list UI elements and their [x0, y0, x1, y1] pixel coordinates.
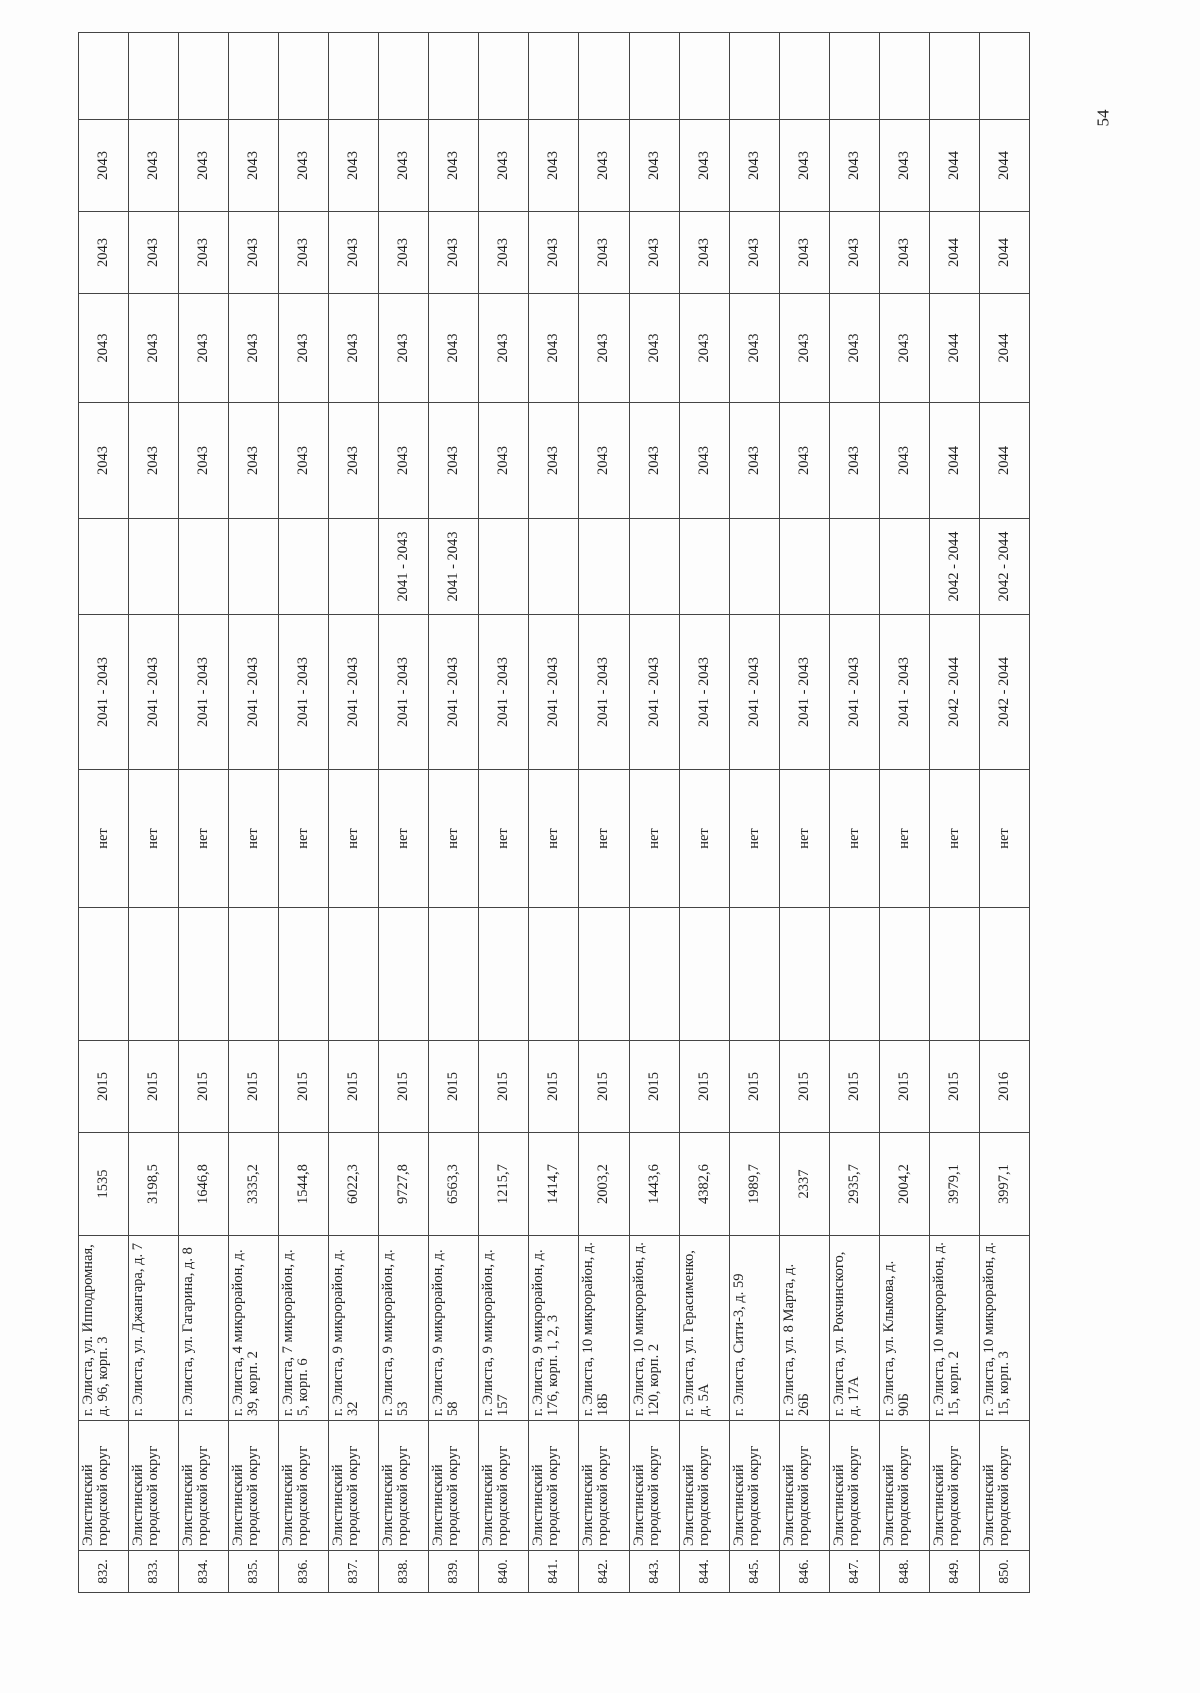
year-cell: 2043 [179, 212, 229, 294]
empty-cell [229, 908, 279, 1041]
year-cell: 2043 [129, 212, 179, 294]
table-row [329, 33, 379, 1593]
status-cell: нет [979, 770, 1029, 908]
area-cell: 1544,8 [279, 1133, 329, 1236]
status-cell: нет [429, 770, 479, 908]
year-cell: 2015 [229, 1041, 279, 1133]
year-cell: 2015 [279, 1041, 329, 1133]
address-cell: г. Элиста, 9 микрорайон, д. 32 [329, 1236, 379, 1421]
table-row [729, 33, 779, 1593]
area-cell: 1414,7 [529, 1133, 579, 1236]
subperiod-cell [529, 519, 579, 615]
status-cell: нет [579, 770, 629, 908]
district-cell: Элистинский городской округ [579, 1421, 629, 1551]
table-row [129, 33, 179, 1593]
address-cell: г. Элиста, 10 микрорайон, д. 15, корп. 3 [979, 1236, 1029, 1421]
table-row [779, 33, 829, 1593]
district-cell: Элистинский городской округ [529, 1421, 579, 1551]
blank-cell [229, 33, 279, 120]
subperiod-cell: 2041 - 2043 [379, 519, 429, 615]
year-cell: 2015 [79, 1041, 129, 1133]
year-cell: 2015 [329, 1041, 379, 1133]
row-number: 835. [229, 1551, 279, 1593]
period-cell: 2041 - 2043 [679, 615, 729, 770]
district-cell: Элистинский городской округ [829, 1421, 879, 1551]
address-cell: г. Элиста, 10 микрорайон, д. 15, корп. 2 [929, 1236, 979, 1421]
year-cell: 2015 [829, 1041, 879, 1133]
table-row [379, 33, 429, 1593]
area-cell: 1215,7 [479, 1133, 529, 1236]
address-cell: г. Элиста, 10 микрорайон, д. 120, корп. 2 [629, 1236, 679, 1421]
year-cell: 2043 [579, 212, 629, 294]
district-cell: Элистинский городской округ [79, 1421, 129, 1551]
row-number: 841. [529, 1551, 579, 1593]
year-cell: 2043 [379, 120, 429, 212]
empty-cell [579, 908, 629, 1041]
empty-cell [729, 908, 779, 1041]
address-cell: г. Элиста, 10 микрорайон, д. 18Б [579, 1236, 629, 1421]
year-cell: 2043 [679, 212, 729, 294]
district-cell: Элистинский городской округ [329, 1421, 379, 1551]
year-cell: 2043 [79, 212, 129, 294]
empty-cell [679, 908, 729, 1041]
year-cell: 2043 [429, 120, 479, 212]
year-cell: 2043 [279, 403, 329, 519]
table-row [529, 33, 579, 1593]
year-cell: 2044 [929, 120, 979, 212]
blank-cell [79, 33, 129, 120]
year-cell: 2043 [679, 294, 729, 403]
subperiod-cell [729, 519, 779, 615]
empty-cell [79, 908, 129, 1041]
table-row [879, 33, 929, 1593]
period-cell: 2041 - 2043 [479, 615, 529, 770]
status-cell: нет [479, 770, 529, 908]
subperiod-cell [329, 519, 379, 615]
year-cell: 2043 [879, 212, 929, 294]
empty-cell [779, 908, 829, 1041]
year-cell: 2043 [579, 120, 629, 212]
year-cell: 2043 [529, 212, 579, 294]
blank-cell [279, 33, 329, 120]
period-cell: 2041 - 2043 [779, 615, 829, 770]
period-cell: 2041 - 2043 [129, 615, 179, 770]
year-cell: 2043 [879, 403, 929, 519]
status-cell: нет [279, 770, 329, 908]
blank-cell [829, 33, 879, 120]
row-number: 837. [329, 1551, 379, 1593]
address-cell: г. Элиста, 9 микрорайон, д. 58 [429, 1236, 479, 1421]
year-cell: 2043 [729, 212, 779, 294]
year-cell: 2043 [179, 403, 229, 519]
year-cell: 2043 [129, 403, 179, 519]
year-cell: 2043 [129, 120, 179, 212]
address-cell: г. Элиста, ул. 8 Марта, д. 26Б [779, 1236, 829, 1421]
year-cell: 2015 [929, 1041, 979, 1133]
year-cell: 2043 [529, 403, 579, 519]
row-number: 832. [79, 1551, 129, 1593]
empty-cell [129, 908, 179, 1041]
year-cell: 2015 [179, 1041, 229, 1133]
address-cell: г. Элиста, 9 микрорайон, д. 157 [479, 1236, 529, 1421]
year-cell: 2044 [979, 120, 1029, 212]
row-number: 845. [729, 1551, 779, 1593]
year-cell: 2043 [379, 212, 429, 294]
blank-cell [779, 33, 829, 120]
period-cell: 2041 - 2043 [629, 615, 679, 770]
address-cell: г. Элиста, ул. Рокчинского, д. 17А [829, 1236, 879, 1421]
district-cell: Элистинский городской округ [379, 1421, 429, 1551]
status-cell: нет [929, 770, 979, 908]
year-cell: 2015 [429, 1041, 479, 1133]
blank-cell [379, 33, 429, 120]
blank-cell [479, 33, 529, 120]
period-cell: 2041 - 2043 [429, 615, 479, 770]
subperiod-cell: 2042 - 2044 [979, 519, 1029, 615]
year-cell: 2043 [379, 294, 429, 403]
year-cell: 2043 [379, 403, 429, 519]
table-row [79, 33, 129, 1593]
period-cell: 2041 - 2043 [329, 615, 379, 770]
row-number: 833. [129, 1551, 179, 1593]
empty-cell [979, 908, 1029, 1041]
year-cell: 2044 [979, 294, 1029, 403]
year-cell: 2043 [729, 294, 779, 403]
area-cell: 1535 [79, 1133, 129, 1236]
period-cell: 2041 - 2043 [579, 615, 629, 770]
year-cell: 2043 [879, 120, 929, 212]
year-cell: 2043 [579, 294, 629, 403]
row-number: 842. [579, 1551, 629, 1593]
district-cell: Элистинский городской округ [279, 1421, 329, 1551]
district-cell: Элистинский городской округ [129, 1421, 179, 1551]
subperiod-cell [629, 519, 679, 615]
year-cell: 2043 [529, 120, 579, 212]
district-cell: Элистинский городской округ [179, 1421, 229, 1551]
status-cell: нет [679, 770, 729, 908]
district-cell: Элистинский городской округ [429, 1421, 479, 1551]
subperiod-cell [779, 519, 829, 615]
period-cell: 2041 - 2043 [829, 615, 879, 770]
year-cell: 2043 [629, 403, 679, 519]
blank-cell [579, 33, 629, 120]
area-cell: 1443,6 [629, 1133, 679, 1236]
table-row [479, 33, 529, 1593]
address-cell: г. Элиста, ул. Клыкова, д. 90Б [879, 1236, 929, 1421]
year-cell: 2043 [629, 212, 679, 294]
area-cell: 2337 [779, 1133, 829, 1236]
year-cell: 2043 [579, 403, 629, 519]
year-cell: 2043 [179, 120, 229, 212]
year-cell: 2015 [729, 1041, 779, 1133]
row-number: 849. [929, 1551, 979, 1593]
year-cell: 2015 [779, 1041, 829, 1133]
year-cell: 2043 [229, 120, 279, 212]
table-row [929, 33, 979, 1593]
district-cell: Элистинский городской округ [229, 1421, 279, 1551]
address-cell: г. Элиста, ул. Джангара, д. 7 [129, 1236, 179, 1421]
address-cell: г. Элиста, ул. Гагарина, д. 8 [179, 1236, 229, 1421]
district-cell: Элистинский городской округ [779, 1421, 829, 1551]
row-number: 836. [279, 1551, 329, 1593]
year-cell: 2043 [329, 212, 379, 294]
area-cell: 3979,1 [929, 1133, 979, 1236]
year-cell: 2043 [229, 294, 279, 403]
period-cell: 2041 - 2043 [229, 615, 279, 770]
period-cell: 2041 - 2043 [729, 615, 779, 770]
year-cell: 2043 [429, 212, 479, 294]
area-cell: 2003,2 [579, 1133, 629, 1236]
row-number: 834. [179, 1551, 229, 1593]
table-row [179, 33, 229, 1593]
empty-cell [279, 908, 329, 1041]
year-cell: 2043 [479, 212, 529, 294]
empty-cell [629, 908, 679, 1041]
year-cell: 2043 [729, 403, 779, 519]
year-cell: 2043 [729, 120, 779, 212]
blank-cell [629, 33, 679, 120]
subperiod-cell [79, 519, 129, 615]
year-cell: 2043 [179, 294, 229, 403]
year-cell: 2043 [79, 403, 129, 519]
address-cell: г. Элиста, 4 микрорайон, д. 39, корп. 2 [229, 1236, 279, 1421]
empty-cell [929, 908, 979, 1041]
period-cell: 2042 - 2044 [929, 615, 979, 770]
blank-cell [429, 33, 479, 120]
status-cell: нет [79, 770, 129, 908]
empty-cell [429, 908, 479, 1041]
subperiod-cell: 2042 - 2044 [929, 519, 979, 615]
area-cell: 6563,3 [429, 1133, 479, 1236]
year-cell: 2043 [779, 294, 829, 403]
year-cell: 2043 [279, 294, 329, 403]
year-cell: 2043 [79, 120, 129, 212]
empty-cell [379, 908, 429, 1041]
status-cell: нет [179, 770, 229, 908]
district-cell: Элистинский городской округ [879, 1421, 929, 1551]
year-cell: 2043 [479, 120, 529, 212]
district-cell: Элистинский городской округ [679, 1421, 729, 1551]
address-cell: г. Элиста, 7 микрорайон, д. 5, корп. 6 [279, 1236, 329, 1421]
year-cell: 2043 [779, 212, 829, 294]
row-number: 846. [779, 1551, 829, 1593]
status-cell: нет [379, 770, 429, 908]
year-cell: 2043 [779, 403, 829, 519]
area-cell: 3997,1 [979, 1133, 1029, 1236]
year-cell: 2016 [979, 1041, 1029, 1133]
year-cell: 2015 [479, 1041, 529, 1133]
rotated-table-container [78, 33, 1030, 1593]
row-number: 839. [429, 1551, 479, 1593]
district-cell: Элистинский городской округ [979, 1421, 1029, 1551]
year-cell: 2043 [229, 403, 279, 519]
year-cell: 2043 [679, 120, 729, 212]
blank-cell [129, 33, 179, 120]
table-row [229, 33, 279, 1593]
status-cell: нет [829, 770, 879, 908]
year-cell: 2043 [429, 403, 479, 519]
empty-cell [879, 908, 929, 1041]
table-body [79, 33, 1030, 1593]
table-row [579, 33, 629, 1593]
table-row [679, 33, 729, 1593]
year-cell: 2043 [629, 120, 679, 212]
subperiod-cell [829, 519, 879, 615]
year-cell: 2015 [679, 1041, 729, 1133]
address-cell: г. Элиста, 9 микрорайон, д. 53 [379, 1236, 429, 1421]
year-cell: 2043 [679, 403, 729, 519]
period-cell: 2041 - 2043 [79, 615, 129, 770]
blank-cell [729, 33, 779, 120]
year-cell: 2043 [829, 212, 879, 294]
period-cell: 2041 - 2043 [379, 615, 429, 770]
year-cell: 2043 [229, 212, 279, 294]
subperiod-cell [579, 519, 629, 615]
year-cell: 2015 [529, 1041, 579, 1133]
area-cell: 9727,8 [379, 1133, 429, 1236]
subperiod-cell [479, 519, 529, 615]
table-row [979, 33, 1029, 1593]
year-cell: 2043 [129, 294, 179, 403]
year-cell: 2044 [979, 212, 1029, 294]
address-cell: г. Элиста, ул. Герасименко, д. 5А [679, 1236, 729, 1421]
status-cell: нет [529, 770, 579, 908]
row-number: 840. [479, 1551, 529, 1593]
address-cell: г. Элиста, 9 микрорайон, д. 176, корп. 1, 2, 3 [529, 1236, 579, 1421]
period-cell: 2042 - 2044 [979, 615, 1029, 770]
district-cell: Элистинский городской округ [929, 1421, 979, 1551]
housing-repair-table [78, 32, 1030, 1593]
table-row [279, 33, 329, 1593]
year-cell: 2044 [929, 403, 979, 519]
row-number: 844. [679, 1551, 729, 1593]
status-cell: нет [879, 770, 929, 908]
year-cell: 2043 [829, 403, 879, 519]
area-cell: 6022,3 [329, 1133, 379, 1236]
area-cell: 1989,7 [729, 1133, 779, 1236]
blank-cell [979, 33, 1029, 120]
empty-cell [529, 908, 579, 1041]
year-cell: 2043 [629, 294, 679, 403]
year-cell: 2043 [879, 294, 929, 403]
period-cell: 2041 - 2043 [529, 615, 579, 770]
year-cell: 2043 [829, 294, 879, 403]
district-cell: Элистинский городской округ [479, 1421, 529, 1551]
table-row [629, 33, 679, 1593]
empty-cell [329, 908, 379, 1041]
status-cell: нет [129, 770, 179, 908]
row-number: 847. [829, 1551, 879, 1593]
blank-cell [329, 33, 379, 120]
year-cell: 2044 [929, 212, 979, 294]
year-cell: 2043 [79, 294, 129, 403]
year-cell: 2043 [529, 294, 579, 403]
year-cell: 2015 [379, 1041, 429, 1133]
blank-cell [179, 33, 229, 120]
subperiod-cell [229, 519, 279, 615]
subperiod-cell [679, 519, 729, 615]
empty-cell [829, 908, 879, 1041]
status-cell: нет [729, 770, 779, 908]
subperiod-cell [879, 519, 929, 615]
year-cell: 2015 [129, 1041, 179, 1133]
row-number: 850. [979, 1551, 1029, 1593]
area-cell: 3335,2 [229, 1133, 279, 1236]
area-cell: 2004,2 [879, 1133, 929, 1236]
period-cell: 2041 - 2043 [179, 615, 229, 770]
row-number: 838. [379, 1551, 429, 1593]
area-cell: 4382,6 [679, 1133, 729, 1236]
area-cell: 1646,8 [179, 1133, 229, 1236]
year-cell: 2043 [829, 120, 879, 212]
area-cell: 3198,5 [129, 1133, 179, 1236]
blank-cell [529, 33, 579, 120]
page-number: 54 [1093, 109, 1113, 127]
empty-cell [479, 908, 529, 1041]
year-cell: 2043 [279, 212, 329, 294]
status-cell: нет [629, 770, 679, 908]
row-number: 843. [629, 1551, 679, 1593]
year-cell: 2043 [329, 294, 379, 403]
year-cell: 2043 [279, 120, 329, 212]
subperiod-cell: 2041 - 2043 [429, 519, 479, 615]
blank-cell [879, 33, 929, 120]
status-cell: нет [779, 770, 829, 908]
year-cell: 2015 [579, 1041, 629, 1133]
status-cell: нет [329, 770, 379, 908]
period-cell: 2041 - 2043 [879, 615, 929, 770]
district-cell: Элистинский городской округ [629, 1421, 679, 1551]
year-cell: 2043 [329, 120, 379, 212]
subperiod-cell [279, 519, 329, 615]
row-number: 848. [879, 1551, 929, 1593]
address-cell: г. Элиста, Сити-3, д. 59 [729, 1236, 779, 1421]
table-row [429, 33, 479, 1593]
year-cell: 2044 [929, 294, 979, 403]
year-cell: 2043 [329, 403, 379, 519]
year-cell: 2043 [479, 294, 529, 403]
year-cell: 2043 [479, 403, 529, 519]
area-cell: 2935,7 [829, 1133, 879, 1236]
year-cell: 2015 [629, 1041, 679, 1133]
year-cell: 2043 [779, 120, 829, 212]
district-cell: Элистинский городской округ [729, 1421, 779, 1551]
blank-cell [679, 33, 729, 120]
address-cell: г. Элиста, ул. Ипподромная, д. 96, корп. 3 [79, 1236, 129, 1421]
year-cell: 2044 [979, 403, 1029, 519]
blank-cell [929, 33, 979, 120]
status-cell: нет [229, 770, 279, 908]
subperiod-cell [129, 519, 179, 615]
year-cell: 2043 [429, 294, 479, 403]
year-cell: 2015 [879, 1041, 929, 1133]
empty-cell [179, 908, 229, 1041]
table-row [829, 33, 879, 1593]
period-cell: 2041 - 2043 [279, 615, 329, 770]
subperiod-cell [179, 519, 229, 615]
